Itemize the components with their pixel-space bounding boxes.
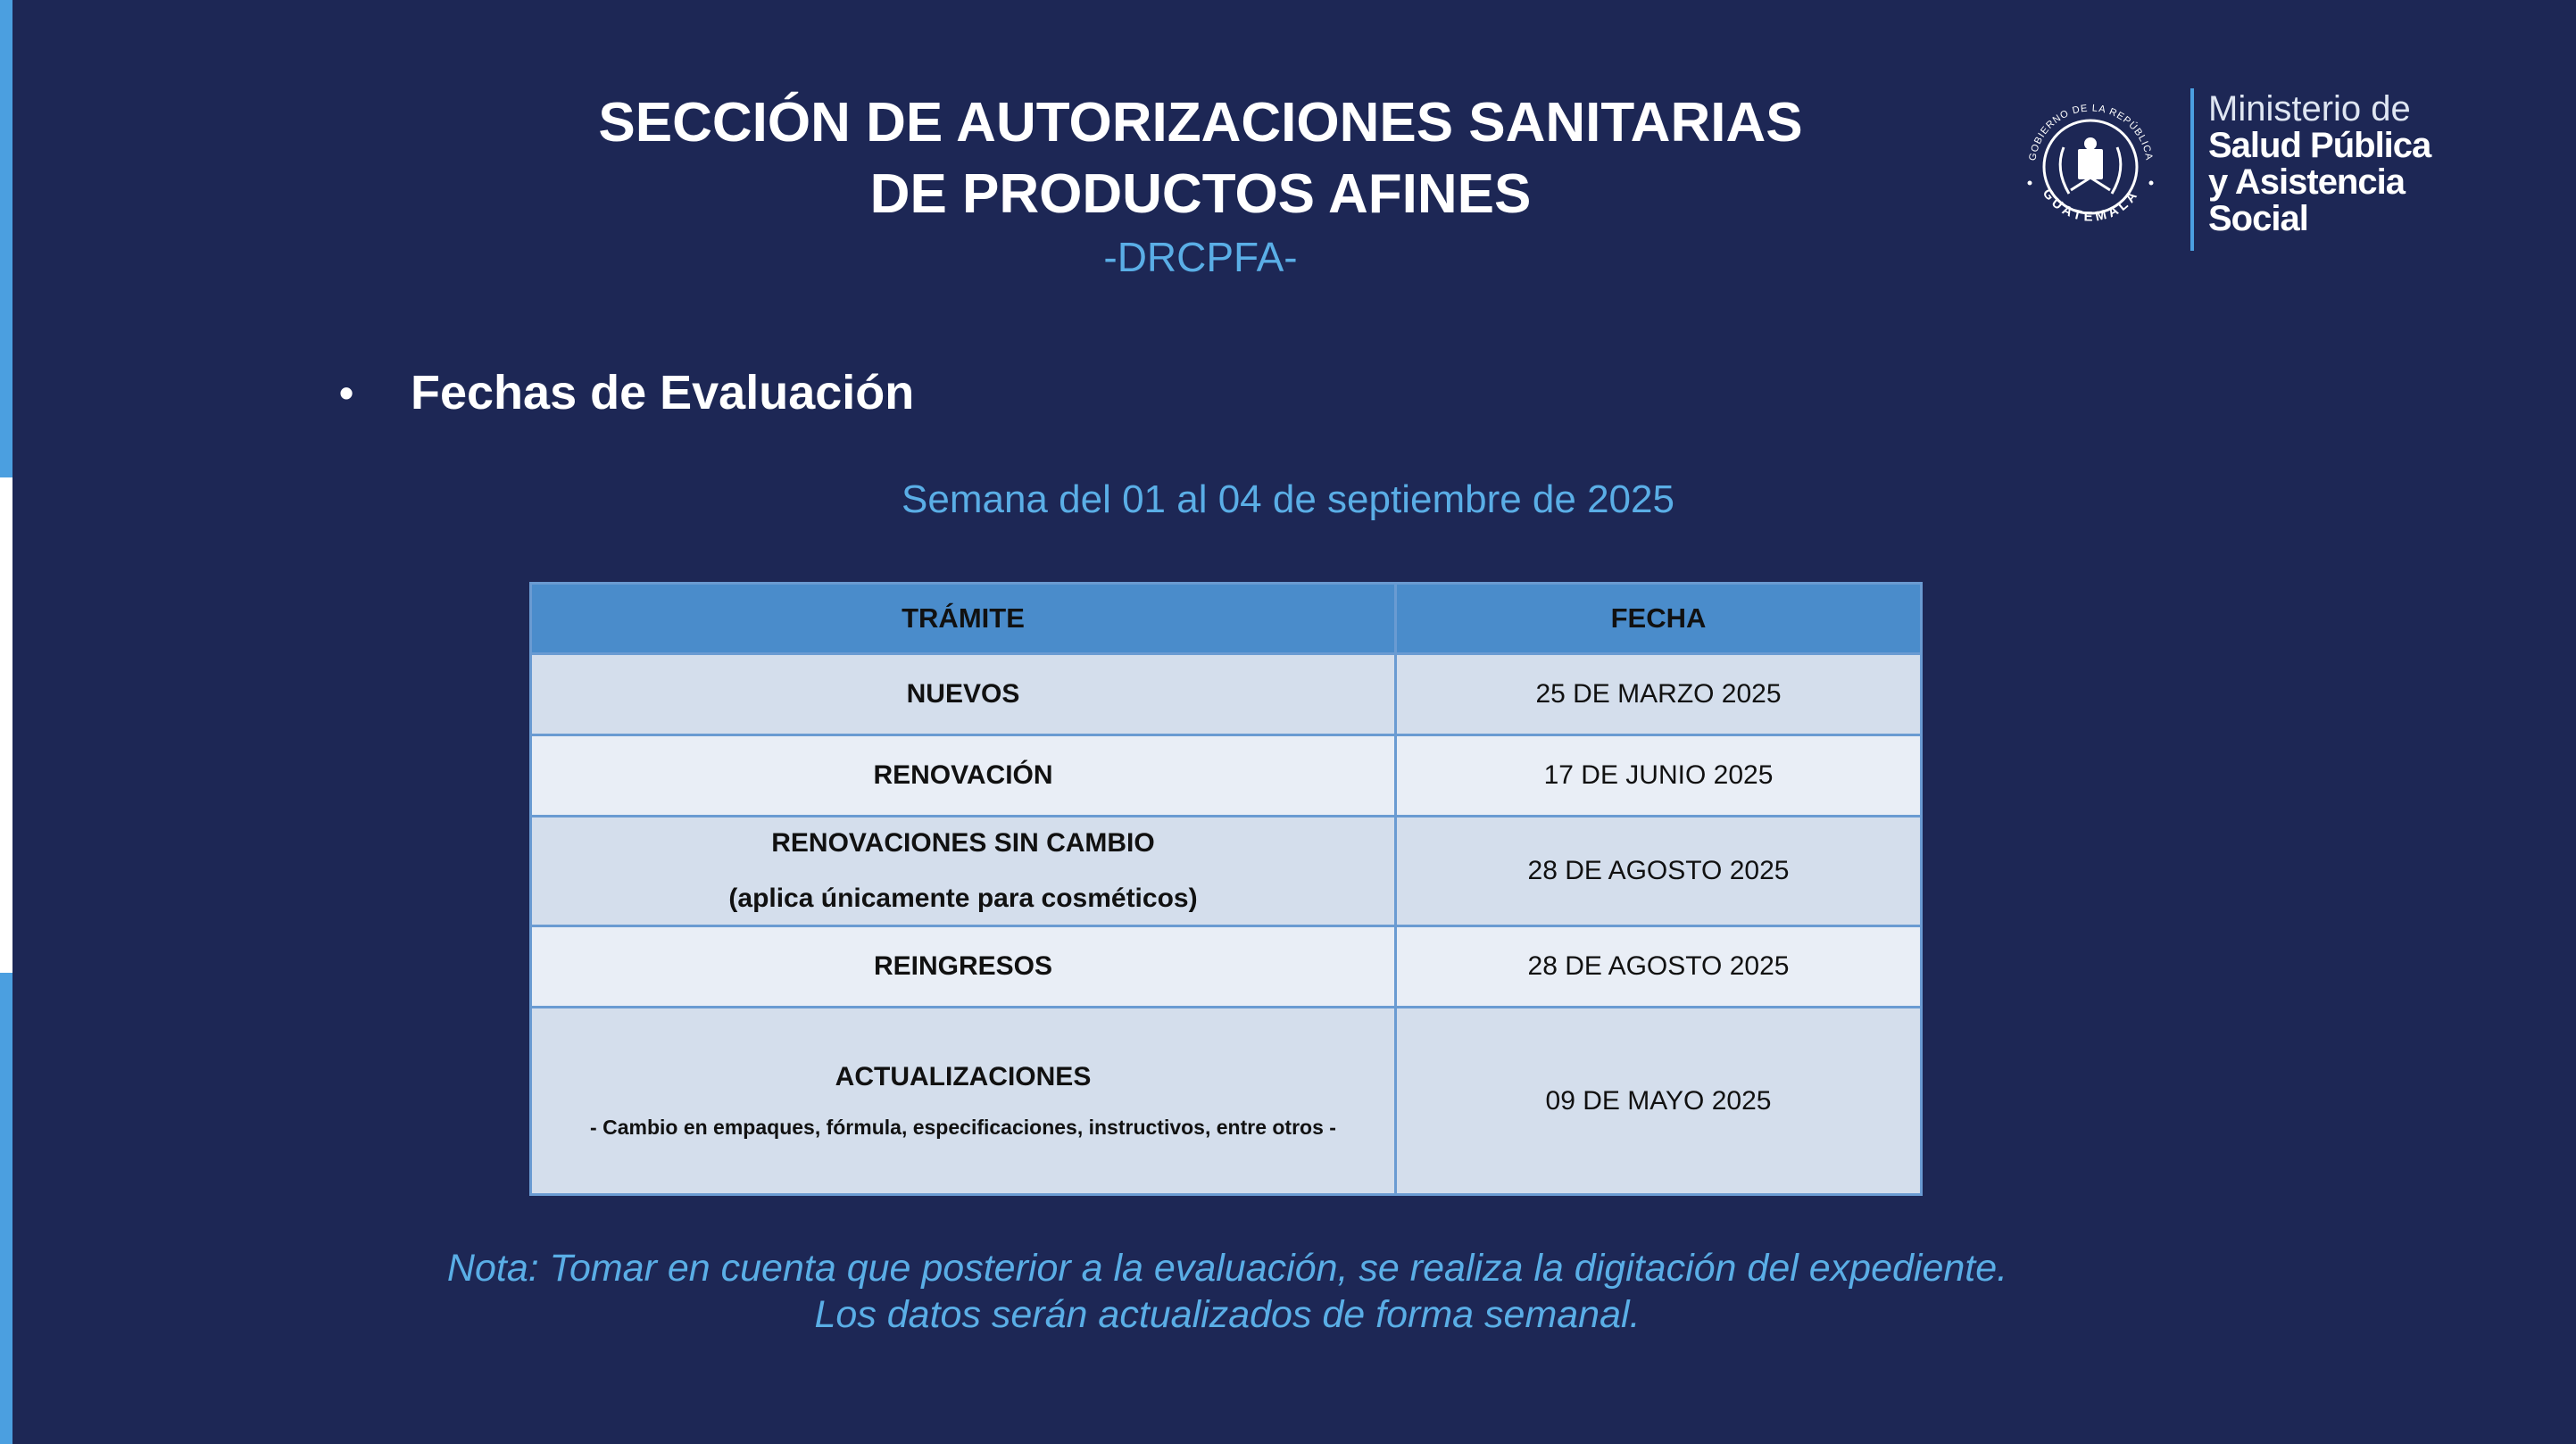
subtitle: -DRCPFA- bbox=[1103, 234, 1298, 280]
week-label: Semana del 01 al 04 de septiembre de 2025 bbox=[902, 477, 1674, 521]
left-accent-bar-top bbox=[0, 0, 12, 477]
ministry-logo bbox=[2008, 85, 2544, 254]
ministry-line-1: Ministerio de bbox=[2208, 89, 2411, 129]
fecha-cell: 09 DE MAYO 2025 bbox=[1396, 1008, 1922, 1195]
fecha-cell: 17 DE JUNIO 2025 bbox=[1396, 735, 1922, 817]
seal-text-bottom: GUATEMALA bbox=[2039, 186, 2143, 225]
tramite-detail: (aplica únicamente para cosméticos) bbox=[728, 884, 1198, 913]
header-tramite: TRÁMITE bbox=[531, 584, 1396, 654]
section-heading-text: Fechas de Evaluación bbox=[411, 366, 915, 419]
logo-divider bbox=[2190, 88, 2194, 251]
section-heading bbox=[339, 361, 914, 424]
left-accent-bar-middle bbox=[0, 477, 12, 973]
tramite-cell bbox=[531, 817, 1396, 926]
left-accent-bar-bottom bbox=[0, 973, 12, 1444]
fecha-cell: 28 DE AGOSTO 2025 bbox=[1396, 817, 1922, 926]
tramite-title: ACTUALIZACIONES bbox=[835, 1062, 1092, 1091]
title-line-1: SECCIÓN DE AUTORIZACIONES SANITARIAS bbox=[598, 92, 1803, 154]
tramite-cell: REINGRESOS bbox=[531, 926, 1396, 1008]
table-row bbox=[531, 735, 1922, 817]
table-row bbox=[531, 817, 1922, 926]
note-line-1: Nota: Tomar en cuenta que posterior a la evaluación, se realiza la digitación del expediente. bbox=[446, 1247, 2008, 1290]
tramite-cell: RENOVACIÓN bbox=[531, 735, 1396, 817]
ministry-line-2: Salud Pública bbox=[2208, 126, 2431, 165]
guatemala-seal-icon bbox=[2008, 85, 2173, 250]
seal-text-top: GOBIERNO DE LA REPÚBLICA bbox=[2027, 103, 2155, 162]
title-line-2: DE PRODUCTOS AFINES bbox=[869, 163, 1532, 225]
ministry-name bbox=[2208, 90, 2431, 237]
tramite-detail: - Cambio en empaques, fórmula, especificaciones, instructivos, entre otros - bbox=[590, 1116, 1336, 1139]
table-row bbox=[531, 1008, 1922, 1195]
table-row bbox=[531, 654, 1922, 735]
footer-note bbox=[0, 1245, 2455, 1338]
fecha-cell: 25 DE MARZO 2025 bbox=[1396, 654, 1922, 735]
page-title bbox=[536, 87, 1866, 284]
header-fecha: FECHA bbox=[1396, 584, 1922, 654]
tramite-cell bbox=[531, 1008, 1396, 1195]
evaluation-dates-table bbox=[529, 582, 1923, 1196]
svg-text:GUATEMALA bbox=[2040, 186, 2142, 224]
bullet-icon: • bbox=[339, 369, 354, 416]
ministry-line-4: Social bbox=[2208, 199, 2308, 238]
tramite-title: RENOVACIONES SIN CAMBIO bbox=[771, 828, 1155, 858]
fecha-cell: 28 DE AGOSTO 2025 bbox=[1396, 926, 1922, 1008]
table-header-row bbox=[531, 584, 1922, 654]
note-line-2: Los datos serán actualizados de forma semanal. bbox=[814, 1293, 1641, 1336]
ministry-line-3: y Asistencia bbox=[2208, 162, 2405, 202]
table-row bbox=[531, 926, 1922, 1008]
tramite-cell: NUEVOS bbox=[531, 654, 1396, 735]
